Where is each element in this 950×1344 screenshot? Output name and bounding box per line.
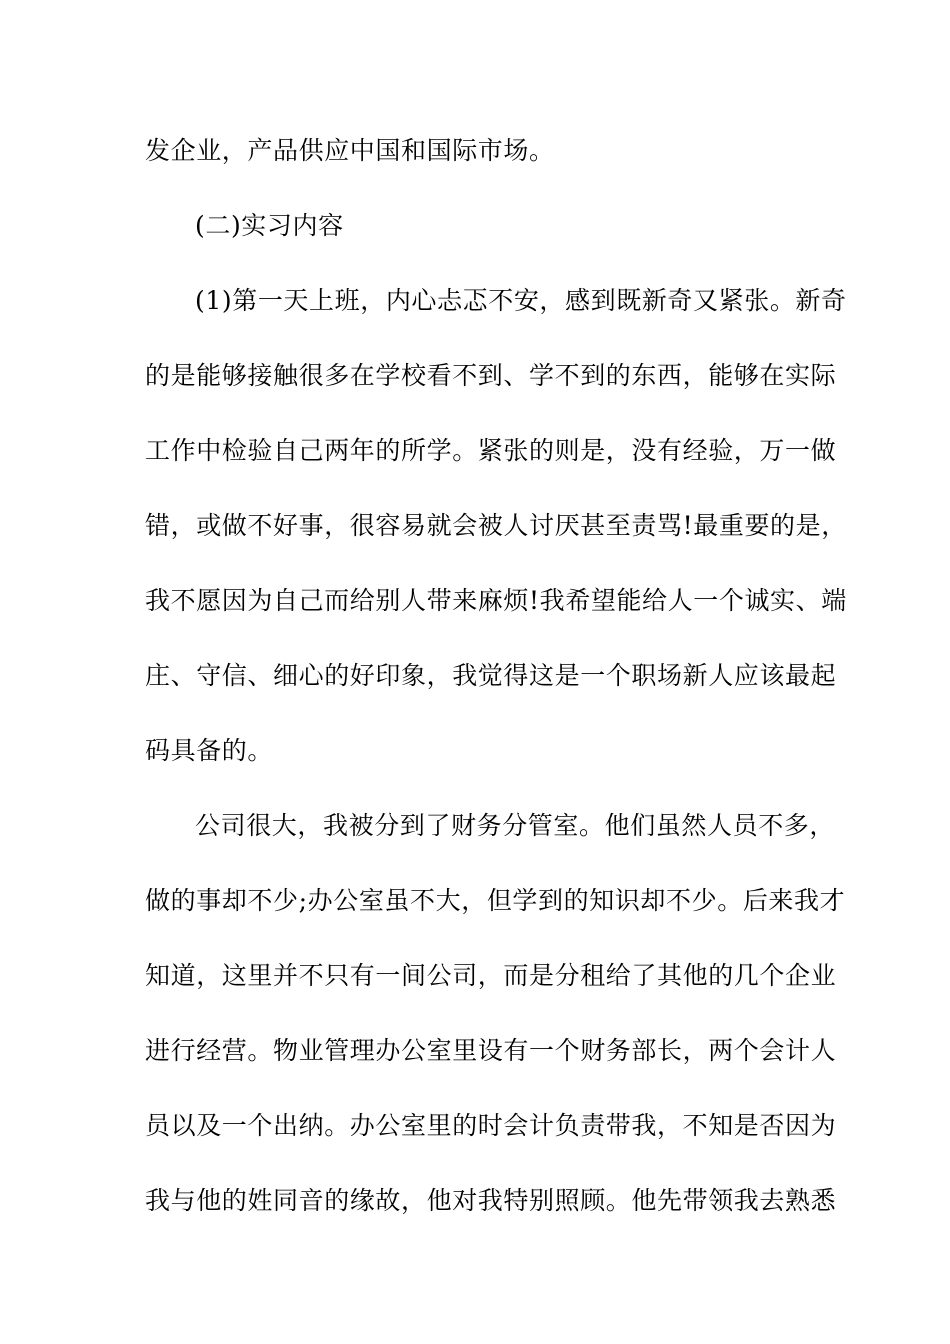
text-line: 我不愿因为自己而给别人带来麻烦!我希望能给人一个诚实、端 <box>145 586 847 615</box>
text-line: 公司很大，我被分到了财务分管室。他们虽然人员不多， <box>195 811 836 840</box>
text-line: 进行经营。物业管理办公室里设有一个财务部长，两个会计人 <box>145 1036 837 1065</box>
text-line: 码具备的。 <box>145 736 274 765</box>
text-line: 错，或做不好事，很容易就会被人讨厌甚至责骂!最重要的是， <box>145 511 847 540</box>
text-line: 做的事却不少;办公室虽不大，但学到的知识却不少。后来我才 <box>145 886 846 915</box>
section-heading: (二)实习内容 <box>195 211 344 240</box>
text-line: 员以及一个出纳。办公室里的时会计负责带我，不知是否因为 <box>145 1111 837 1140</box>
text-line: 发企业，产品供应中国和国际市场。 <box>145 136 555 165</box>
text-line: 我与他的姓同音的缘故，他对我特别照顾。他先带领我去熟悉 <box>145 1186 837 1215</box>
text-line: 的是能够接触很多在学校看不到、学不到的东西，能够在实际 <box>145 361 837 390</box>
text-line: 知道，这里并不只有一间公司，而是分租给了其他的几个企业 <box>145 961 837 990</box>
text-line: (1)第一天上班，内心忐忑不安，感到既新奇又紧张。新奇 <box>195 286 847 315</box>
text-line: 工作中检验自己两年的所学。紧张的则是，没有经验，万一做 <box>145 436 837 465</box>
text-line: 庄、守信、细心的好印象，我觉得这是一个职场新人应该最起 <box>145 661 837 690</box>
